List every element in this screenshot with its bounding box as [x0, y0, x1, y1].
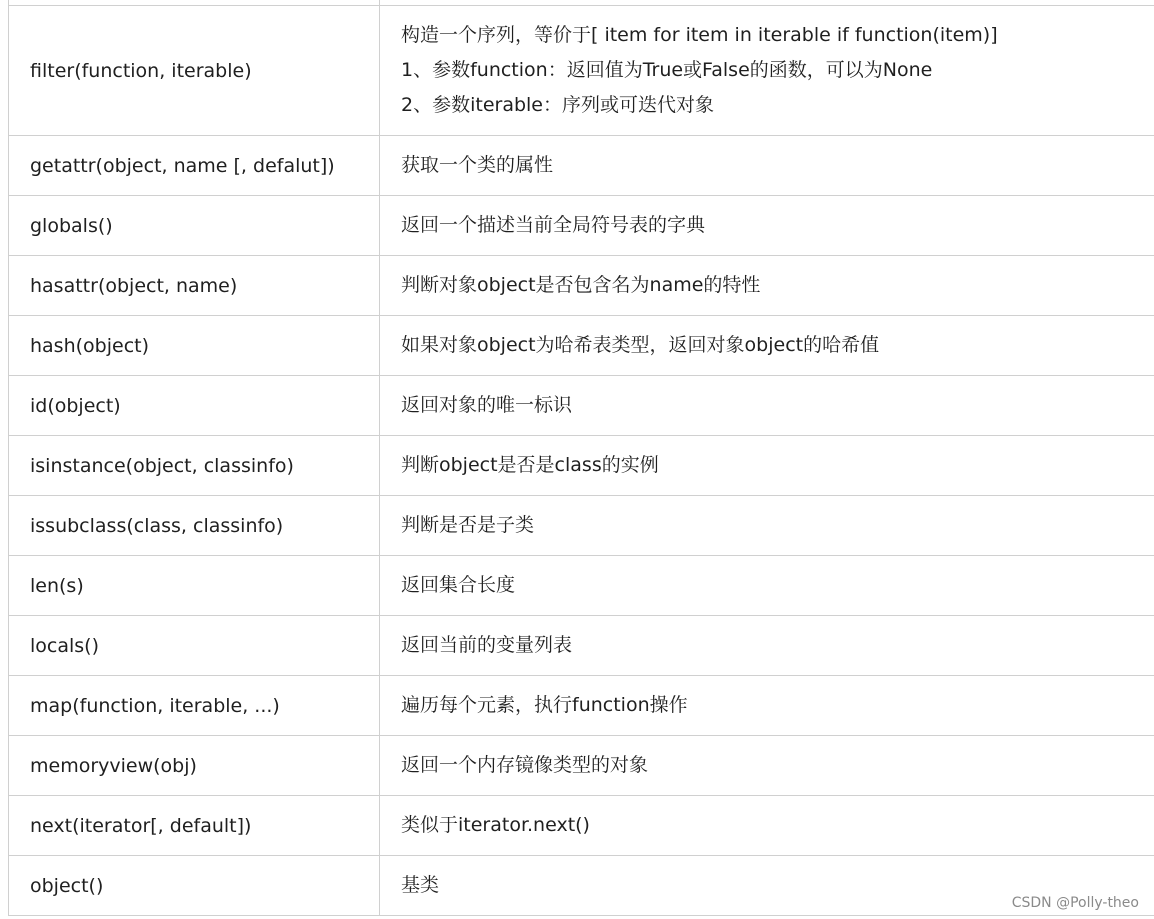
description-cell — [380, 196, 1154, 256]
table-row — [9, 556, 1154, 616]
description-line: 基类 — [401, 874, 440, 896]
description-line: 返回当前的变量列表 — [401, 634, 573, 656]
description-cell — [380, 496, 1154, 556]
table-body — [9, 0, 1154, 916]
description-cell — [380, 436, 1154, 496]
description-line: 返回集合长度 — [401, 574, 516, 596]
builtin-functions-table-container — [8, 0, 1154, 916]
function-signature-cell: locals() — [9, 616, 380, 676]
description-line: 类似于iterator.next() — [401, 814, 590, 836]
description-cell — [380, 616, 1154, 676]
description-line: 获取一个类的属性 — [401, 154, 554, 176]
table-row — [9, 6, 1154, 136]
table-row — [9, 796, 1154, 856]
description-cell — [380, 376, 1154, 436]
description-cell — [380, 556, 1154, 616]
description-cell — [380, 316, 1154, 376]
function-signature-cell: issubclass(class, classinfo) — [9, 496, 380, 556]
function-signature-cell: id(object) — [9, 376, 380, 436]
function-signature-cell: len(s) — [9, 556, 380, 616]
description-line: 判断object是否是class的实例 — [401, 454, 659, 476]
description-line: 遍历每个元素，执行function操作 — [401, 694, 688, 716]
function-signature-cell: next(iterator[, default]) — [9, 796, 380, 856]
table-row — [9, 376, 1154, 436]
function-signature-cell: isinstance(object, classinfo) — [9, 436, 380, 496]
function-signature-cell: filter(function, iterable) — [9, 6, 380, 136]
description-cell — [380, 256, 1154, 316]
table-row — [9, 436, 1154, 496]
table-row — [9, 256, 1154, 316]
table-row — [9, 496, 1154, 556]
description-line: 判断对象object是否包含名为name的特性 — [401, 274, 761, 296]
description-line: 返回一个描述当前全局符号表的字典 — [401, 214, 706, 236]
function-signature-cell: hash(object) — [9, 316, 380, 376]
function-signature-cell: map(function, iterable, ...) — [9, 676, 380, 736]
description-line: 1、参数function：返回值为True或False的函数，可以为None — [401, 59, 933, 81]
description-cell — [380, 736, 1154, 796]
function-signature-cell: globals() — [9, 196, 380, 256]
function-signature-cell: hasattr(object, name) — [9, 256, 380, 316]
description-line: 返回对象的唯一标识 — [401, 394, 573, 416]
function-signature-cell: getattr(object, name [, defalut]) — [9, 136, 380, 196]
description-cell — [380, 136, 1154, 196]
function-signature-cell: memoryview(obj) — [9, 736, 380, 796]
table-row — [9, 736, 1154, 796]
description-line: 2、参数iterable：序列或可迭代对象 — [401, 94, 714, 116]
description-line: 返回一个内存镜像类型的对象 — [401, 754, 649, 776]
builtin-functions-table — [8, 0, 1154, 916]
description-line: 构造一个序列，等价于[ item for item in iterable if function(item)] — [401, 24, 998, 46]
description-line: 判断是否是子类 — [401, 514, 535, 536]
watermark: CSDN @Polly-theo — [1011, 895, 1139, 911]
table-row — [9, 676, 1154, 736]
description-line: 如果对象object为哈希表类型，返回对象object的哈希值 — [401, 334, 880, 356]
function-signature-cell: object() — [9, 856, 380, 916]
table-row — [9, 856, 1154, 916]
description-cell — [380, 796, 1154, 856]
table-row — [9, 136, 1154, 196]
table-row — [9, 616, 1154, 676]
table-row — [9, 196, 1154, 256]
table-row — [9, 316, 1154, 376]
description-cell — [380, 676, 1154, 736]
description-cell — [380, 6, 1154, 136]
